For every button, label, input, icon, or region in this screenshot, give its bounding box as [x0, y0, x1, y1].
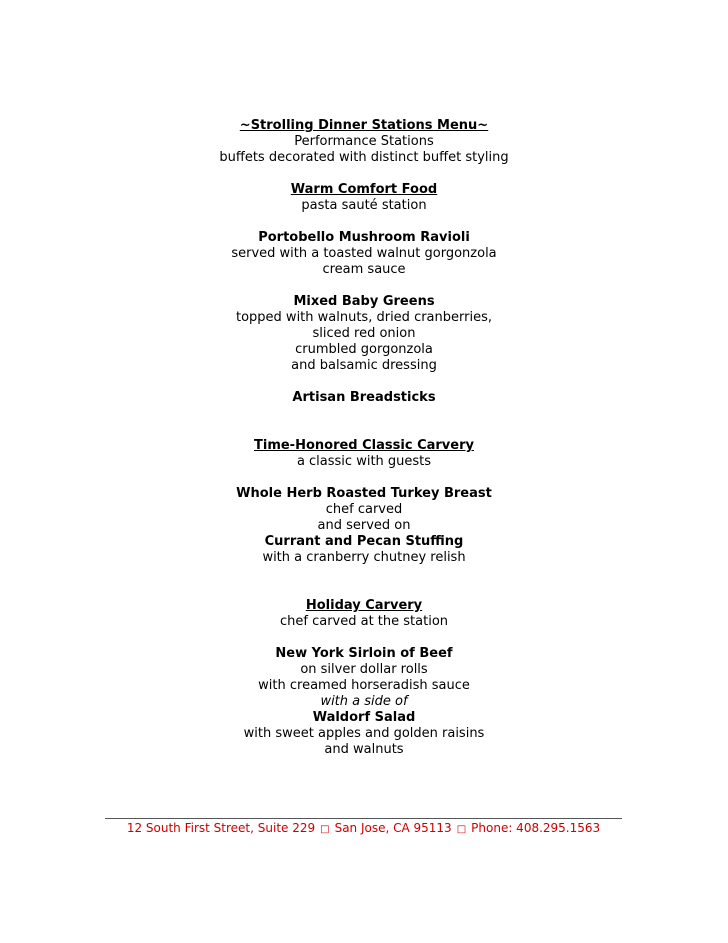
menu-subtitle: Performance Stations — [294, 134, 434, 149]
dish-description: sliced red onion — [312, 326, 416, 341]
dish-name: Currant and Pecan Stuffing — [264, 534, 464, 549]
dish-description: cream sauce — [322, 262, 406, 277]
menu-title: ~Strolling Dinner Stations Menu~ — [239, 118, 489, 133]
menu-subtitle: buffets decorated with distinct buffet styling — [219, 150, 509, 165]
section-subheading: pasta sauté station — [301, 198, 427, 213]
dish-name: Whole Herb Roasted Turkey Breast — [236, 486, 492, 501]
dish-description: on silver dollar rolls — [300, 662, 428, 677]
side-intro: with a side of — [320, 694, 408, 709]
dish-description: crumbled gorgonzola — [295, 342, 433, 357]
section-subheading: a classic with guests — [296, 454, 432, 469]
dish-name: Artisan Breadsticks — [292, 390, 436, 405]
dish-description: with sweet apples and golden raisins — [243, 726, 485, 741]
footer-phone: Phone: 408.295.1563 — [471, 821, 601, 835]
footer-contact — [105, 820, 622, 838]
footer-address: 12 South First Street, Suite 229 — [126, 821, 316, 835]
dish-name: Waldorf Salad — [312, 710, 416, 725]
dish-name: New York Sirloin of Beef — [275, 646, 453, 661]
dish-description: with a cranberry chutney relish — [262, 550, 466, 565]
dish-description: chef carved — [325, 502, 403, 517]
footer-separator-icon: □ — [320, 824, 330, 835]
dish-description: served with a toasted walnut gorgonzola — [231, 246, 497, 261]
menu-content — [0, 118, 728, 758]
footer-divider — [105, 818, 622, 819]
section-subheading: chef carved at the station — [279, 614, 449, 629]
dish-description: and balsamic dressing — [291, 358, 437, 373]
dish-description: with creamed horseradish sauce — [258, 678, 470, 693]
dish-name: Mixed Baby Greens — [293, 294, 435, 309]
dish-description: and walnuts — [324, 742, 404, 757]
footer-city: San Jose, CA 95113 — [334, 821, 452, 835]
section-heading: Warm Comfort Food — [290, 182, 438, 197]
dish-description: topped with walnuts, dried cranberries, — [236, 310, 492, 325]
dish-description: and served on — [317, 518, 411, 533]
section-heading: Time-Honored Classic Carvery — [254, 438, 474, 453]
dish-name: Portobello Mushroom Ravioli — [258, 230, 470, 245]
footer-separator-icon: □ — [456, 824, 467, 835]
section-heading: Holiday Carvery — [305, 598, 423, 613]
